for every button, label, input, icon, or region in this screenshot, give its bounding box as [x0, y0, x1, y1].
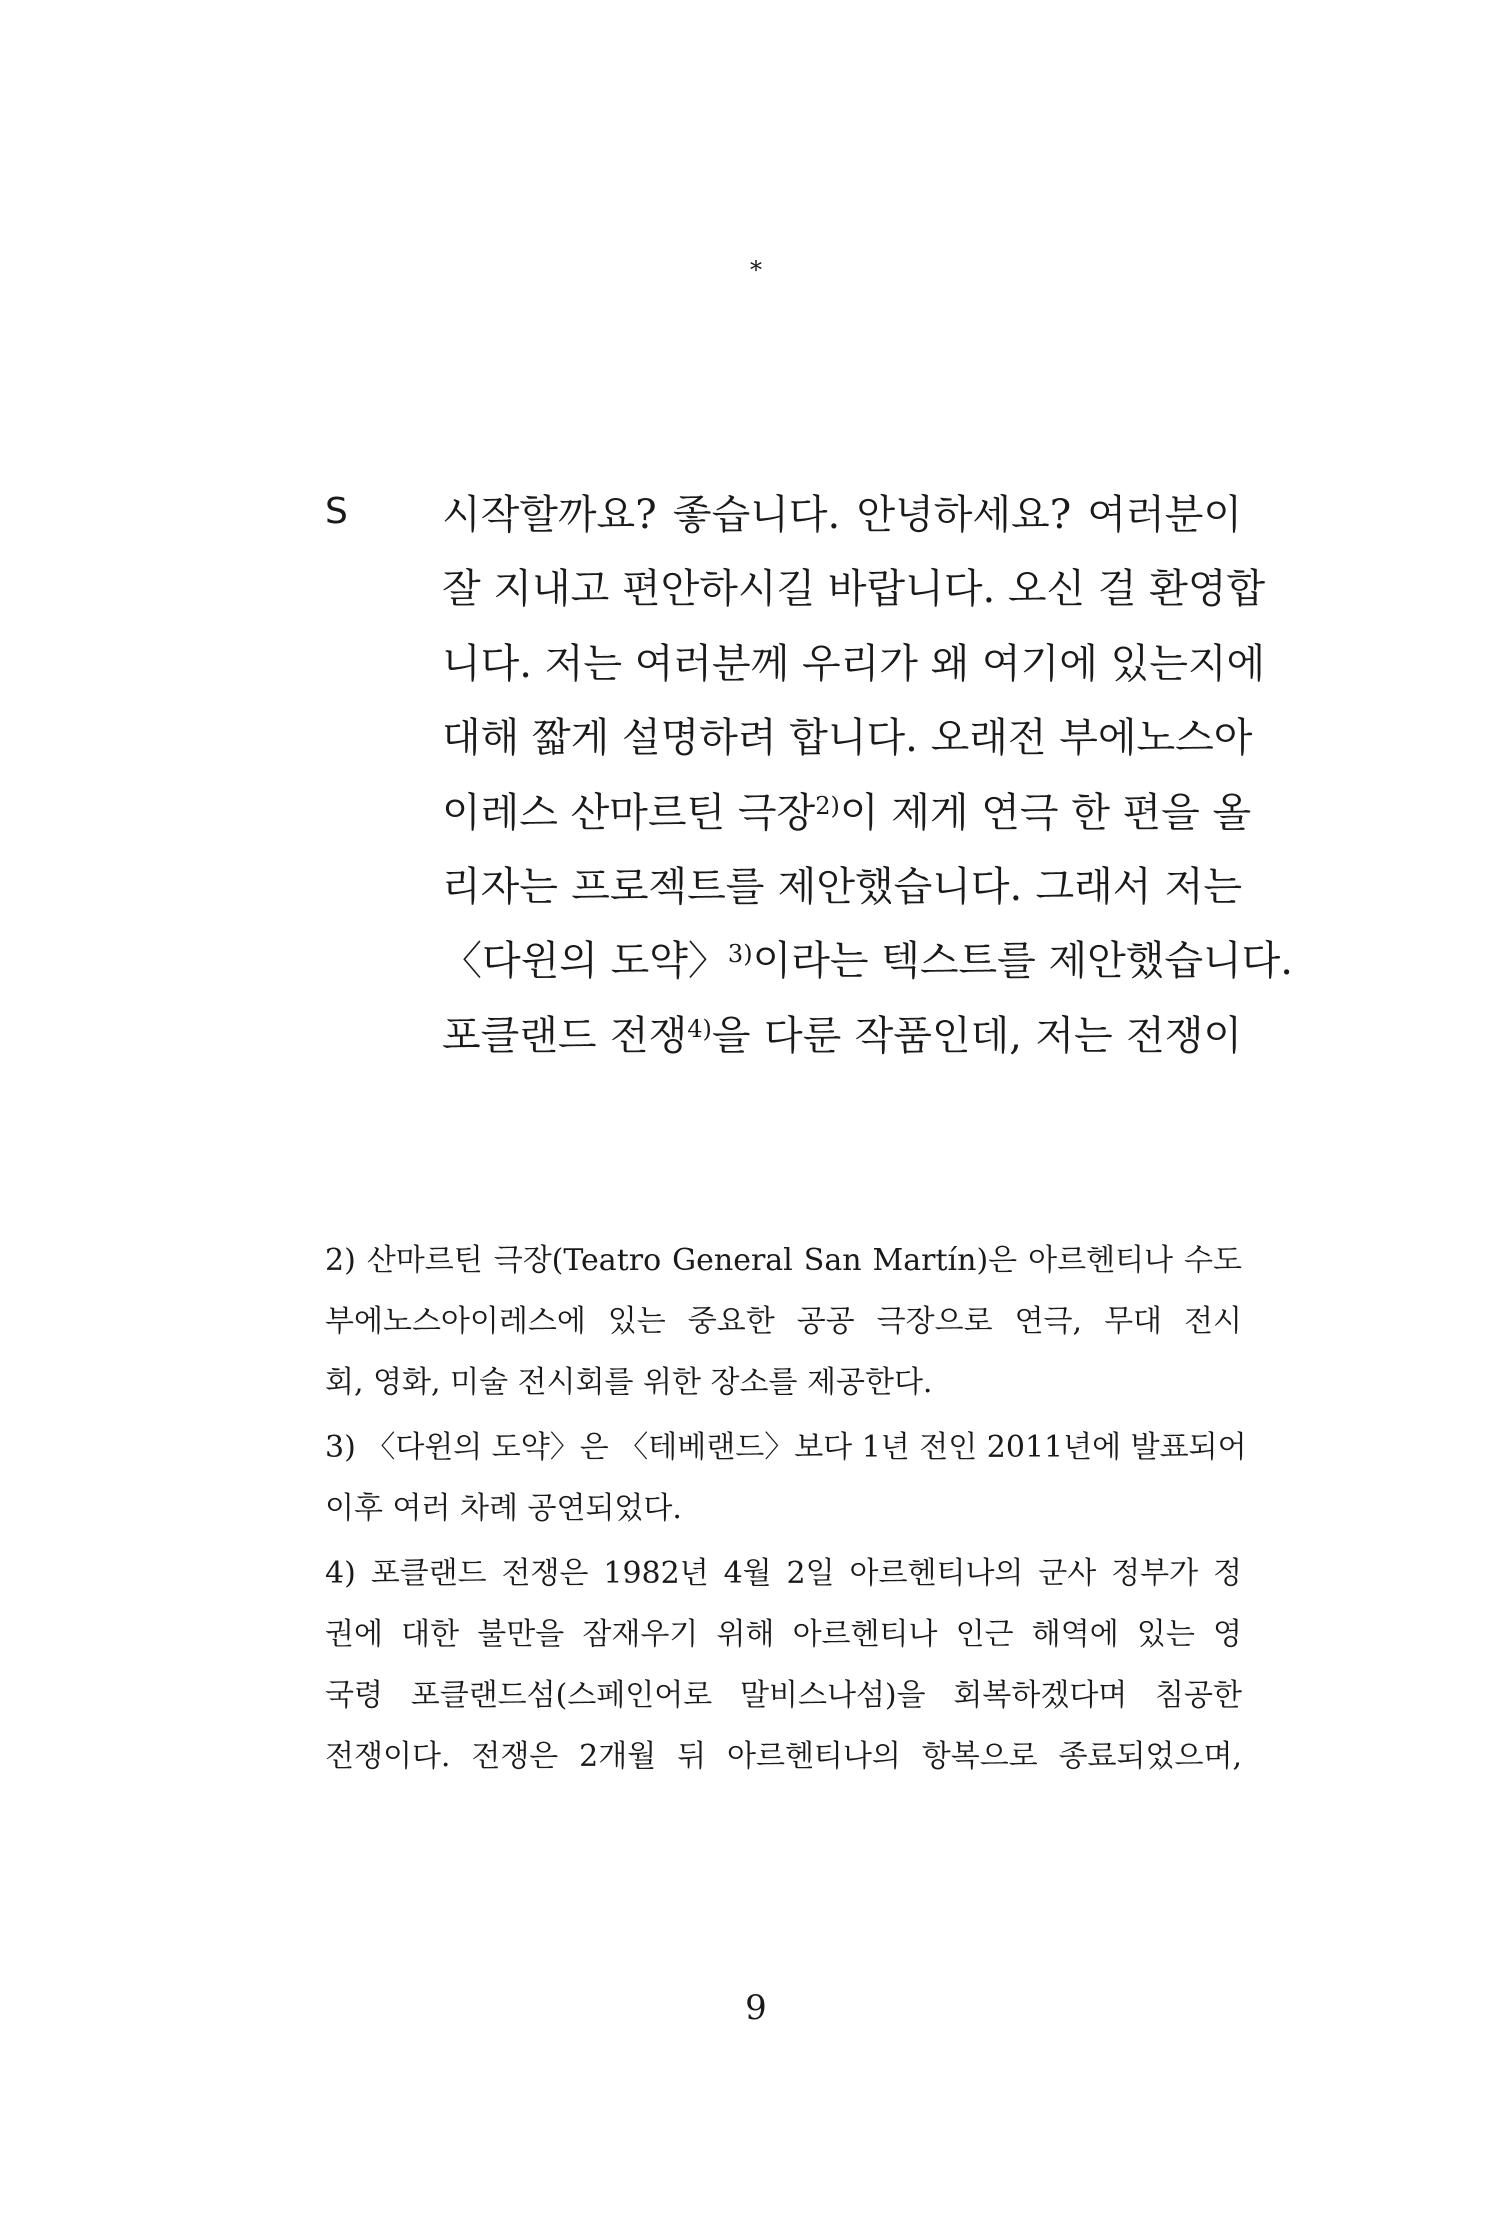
footnote-ref-4[interactable]: 4) [687, 1014, 712, 1043]
dialogue-line [442, 924, 1294, 998]
footnote-line: 전쟁이다. 전쟁은 2개월 뒤 아르헨티나의 항복으로 종료되었으며, [325, 1739, 1242, 1774]
dialogue-text: 이 제게 연극 한 편을 올 [839, 789, 1252, 836]
dialogue-text: 포클랜드 전쟁 [442, 1012, 688, 1059]
section-separator: * [750, 256, 762, 284]
dialogue-text: 이레스 산마르틴 극장 [442, 789, 816, 836]
dialogue-line: 대해 짧게 설명하려 합니다. 오래전 부에노스아 [442, 715, 1253, 762]
footnote-line: 부에노스아이레스에 있는 중요한 공공 극장으로 연극, 무대 전시 [325, 1304, 1242, 1339]
footnote-line: 회, 영화, 미술 전시회를 위한 장소를 제공한다. [325, 1365, 933, 1400]
footnote-ref-3[interactable]: 3) [727, 940, 753, 969]
dialogue-line [442, 776, 1252, 850]
footnote-line: 3) 〈다윈의 도약〉은 〈테베랜드〉보다 1년 전인 2011년에 발표되어 [325, 1430, 1247, 1465]
page-number: 9 [745, 1988, 767, 2028]
dialogue-line: 니다. 저는 여러분께 우리가 왜 여기에 있는지에 [442, 640, 1266, 687]
footnotes-section [325, 1230, 1247, 1791]
dialogue-text: 을 다룬 작품인데, 저는 전쟁이 [711, 1012, 1242, 1059]
footnote-line: 이후 여러 차례 공연되었다. [325, 1491, 682, 1526]
dialogue-text: 이라는 텍스트를 제안했습니다. [752, 938, 1294, 985]
footnote-line: 2) 산마르틴 극장(Teatro General San Martín)은 아르헨티나 수도 [325, 1243, 1242, 1278]
footnote-3 [325, 1417, 1247, 1539]
dialogue-line: 시작할까요? 좋습니다. 안녕하세요? 여러분이 [442, 492, 1242, 538]
speaker-label: S [325, 491, 348, 532]
dialogue-line: 잘 지내고 편안하시길 바랍니다. 오신 걸 환영합 [442, 566, 1266, 613]
footnote-4 [325, 1543, 1242, 1787]
footnote-2 [325, 1230, 1242, 1413]
footnote-line: 권에 대한 불만을 잠재우기 위해 아르헨티나 인근 해역에 있는 영 [325, 1617, 1242, 1652]
footnote-line: 4) 포클랜드 전쟁은 1982년 4월 2일 아르헨티나의 군사 정부가 정 [325, 1556, 1242, 1591]
footnote-line: 국령 포클랜드섬(스페인어로 말비스나섬)을 회복하겠다며 침공한 [325, 1678, 1242, 1713]
dialogue-text: 〈다윈의 도약〉 [442, 938, 728, 985]
dialogue-line [442, 999, 1242, 1073]
dialogue-paragraph [442, 478, 1294, 1073]
footnote-ref-2[interactable]: 2) [815, 791, 840, 820]
dialogue-line: 리자는 프로젝트를 제안했습니다. 그래서 저는 [442, 863, 1242, 910]
